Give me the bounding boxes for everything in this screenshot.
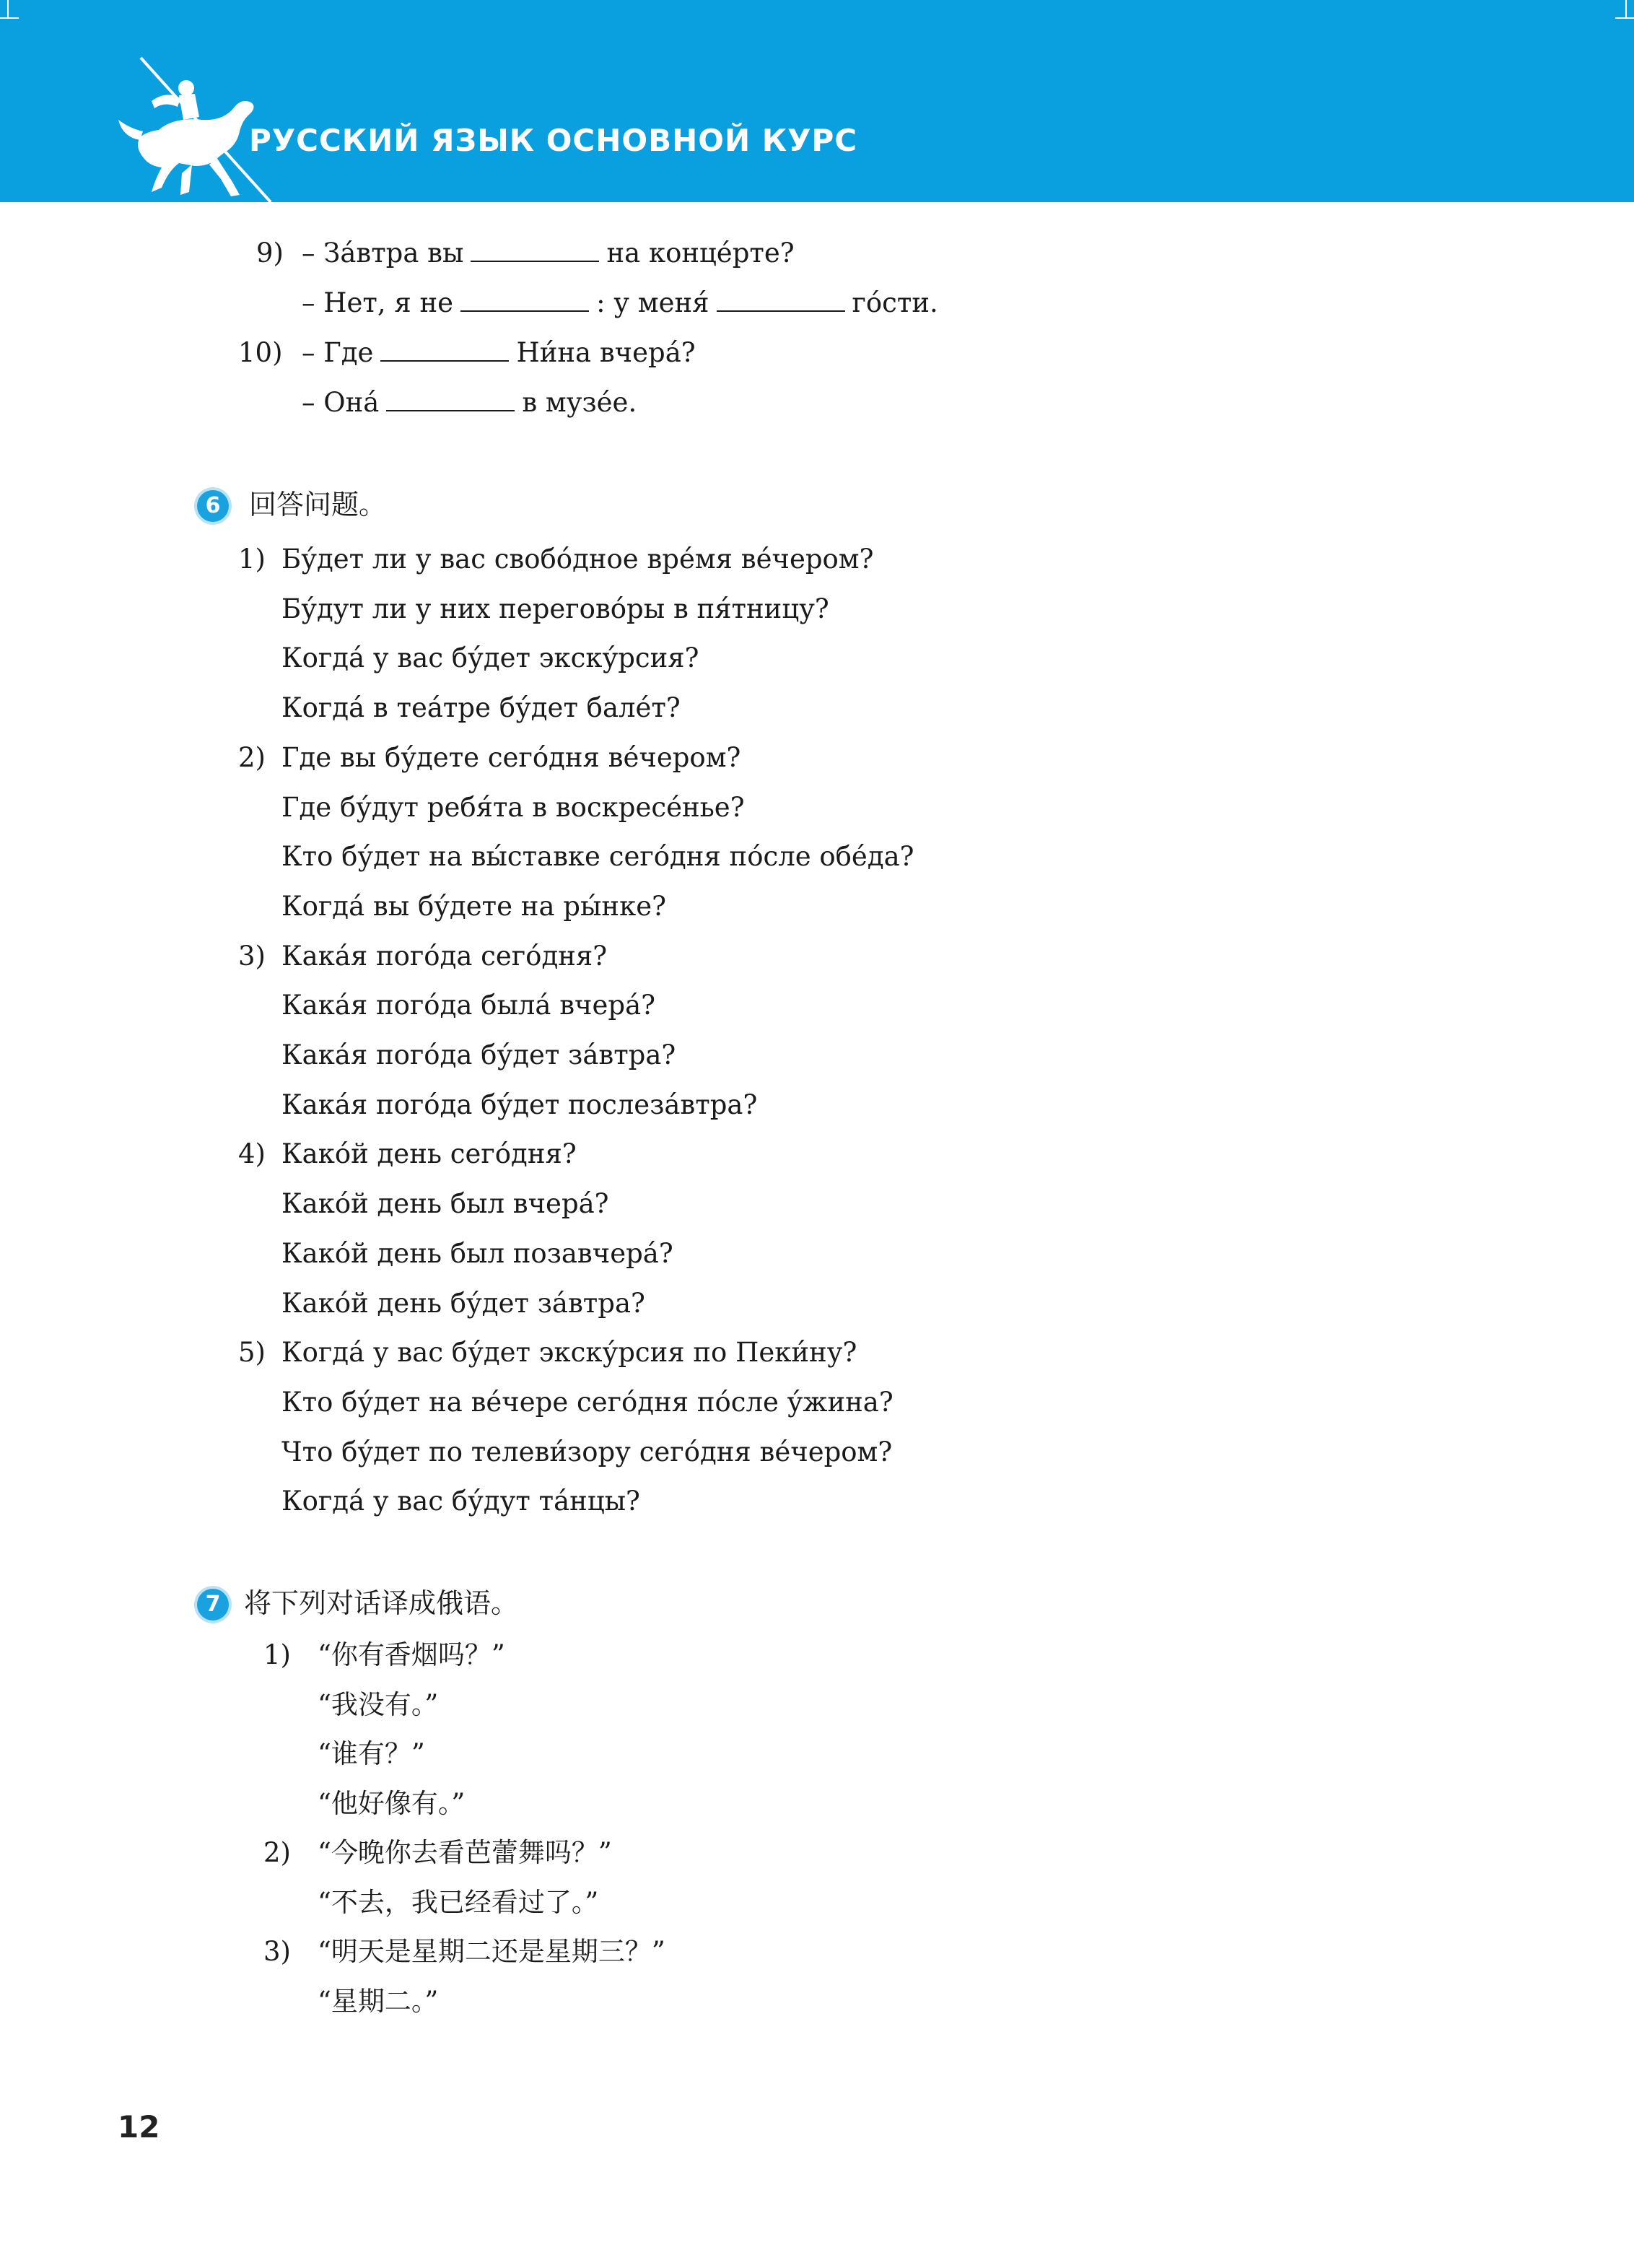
item-number: 2) [263, 1837, 291, 1868]
item-number: 3) [263, 1936, 291, 1967]
answer-blank[interactable] [471, 261, 599, 262]
chinese-dialogue-line: “星期二。” [318, 1985, 439, 2017]
dialogue-line: – Где Ни́на вчера́? [302, 337, 696, 368]
chinese-dialogue-line: “他好像有。” [318, 1787, 466, 1819]
item-number: 1) [263, 1639, 291, 1670]
answer-blank[interactable] [717, 310, 845, 312]
question-line: Кака́я пого́да сего́дня? [281, 940, 608, 972]
exercise-title: 回答问题。 [249, 489, 387, 520]
crop-mark [1625, 0, 1627, 19]
dialogue-line: – За́втра вы на конце́рте? [302, 237, 795, 269]
chinese-dialogue-line: “谁有？” [318, 1738, 425, 1769]
question-line: Кака́я пого́да бу́дет за́втра? [281, 1039, 676, 1070]
item-number: 9) [256, 237, 284, 269]
item-number: 2) [238, 741, 266, 773]
dialogue-line: – Нет, я не : у меня́ го́сти. [302, 287, 938, 318]
question-line: Како́й день был позавчера́? [281, 1237, 673, 1269]
exercise-title: 将下列对话译成俄语。 [244, 1587, 519, 1619]
item-number: 1) [238, 544, 266, 575]
item-number: 10) [238, 337, 283, 368]
chinese-dialogue-line: “不去，我已经看过了。” [318, 1886, 599, 1918]
item-number: 4) [238, 1138, 266, 1170]
answer-blank[interactable] [380, 360, 509, 362]
question-line: Когда́ у вас бу́дет экску́рсия по Пеки́ну? [281, 1337, 857, 1369]
chinese-dialogue-line: “我没有。” [318, 1688, 439, 1720]
question-line: Где бу́дут ребя́та в воскресе́нье? [281, 791, 745, 823]
question-line: Кака́я пого́да была́ вчера́? [281, 990, 655, 1021]
answer-blank[interactable] [386, 410, 515, 411]
question-line: Како́й день бу́дет за́втра? [281, 1287, 645, 1319]
question-line: Кака́я пого́да бу́дет послеза́втра? [281, 1089, 758, 1120]
question-line: Когда́ у вас бу́дет экску́рсия? [281, 642, 699, 674]
question-line: Что бу́дет по телеви́зору сего́дня ве́чером? [281, 1436, 893, 1467]
question-line: Како́й день сего́дня? [281, 1138, 577, 1170]
crop-mark [7, 0, 9, 19]
item-number: 3) [238, 940, 266, 972]
header-banner [0, 0, 1634, 202]
item-number: 5) [238, 1337, 266, 1369]
question-line: Кто бу́дет на вы́ставке сего́дня по́сле обе́да? [281, 841, 914, 873]
book-title: РУССКИЙ ЯЗЫК ОСНОВНОЙ КУРС [249, 123, 858, 158]
crop-mark [0, 17, 19, 19]
dialogue-line: – Она́ в музе́е. [302, 387, 637, 418]
question-line: Когда́ в теа́тре бу́дет бале́т? [281, 692, 681, 724]
question-line: Где вы бу́дете сего́дня ве́чером? [281, 741, 741, 773]
answer-blank[interactable] [460, 310, 589, 312]
question-line: Бу́дет ли у вас свобо́дное вре́мя ве́чером? [281, 544, 874, 575]
exercise-badge: 6 [197, 490, 229, 522]
question-line: Бу́дут ли у них перегово́ры в пя́тницу? [281, 593, 829, 624]
question-line: Когда́ у вас бу́дут та́нцы? [281, 1486, 640, 1517]
question-line: Когда́ вы бу́дете на ры́нке? [281, 890, 666, 922]
question-line: Кто бу́дет на ве́чере сего́дня по́сле у́жина? [281, 1386, 894, 1418]
chinese-dialogue-line: “明天是星期二还是星期三？” [318, 1936, 665, 1967]
question-line: Како́й день был вчера́? [281, 1188, 609, 1220]
exercise-badge: 7 [197, 1589, 229, 1621]
chinese-dialogue-line: “今晚你去看芭蕾舞吗？” [318, 1837, 612, 1868]
crop-mark [1615, 17, 1634, 19]
page-number: 12 [118, 2109, 160, 2145]
chinese-dialogue-line: “你有香烟吗？” [318, 1639, 505, 1670]
